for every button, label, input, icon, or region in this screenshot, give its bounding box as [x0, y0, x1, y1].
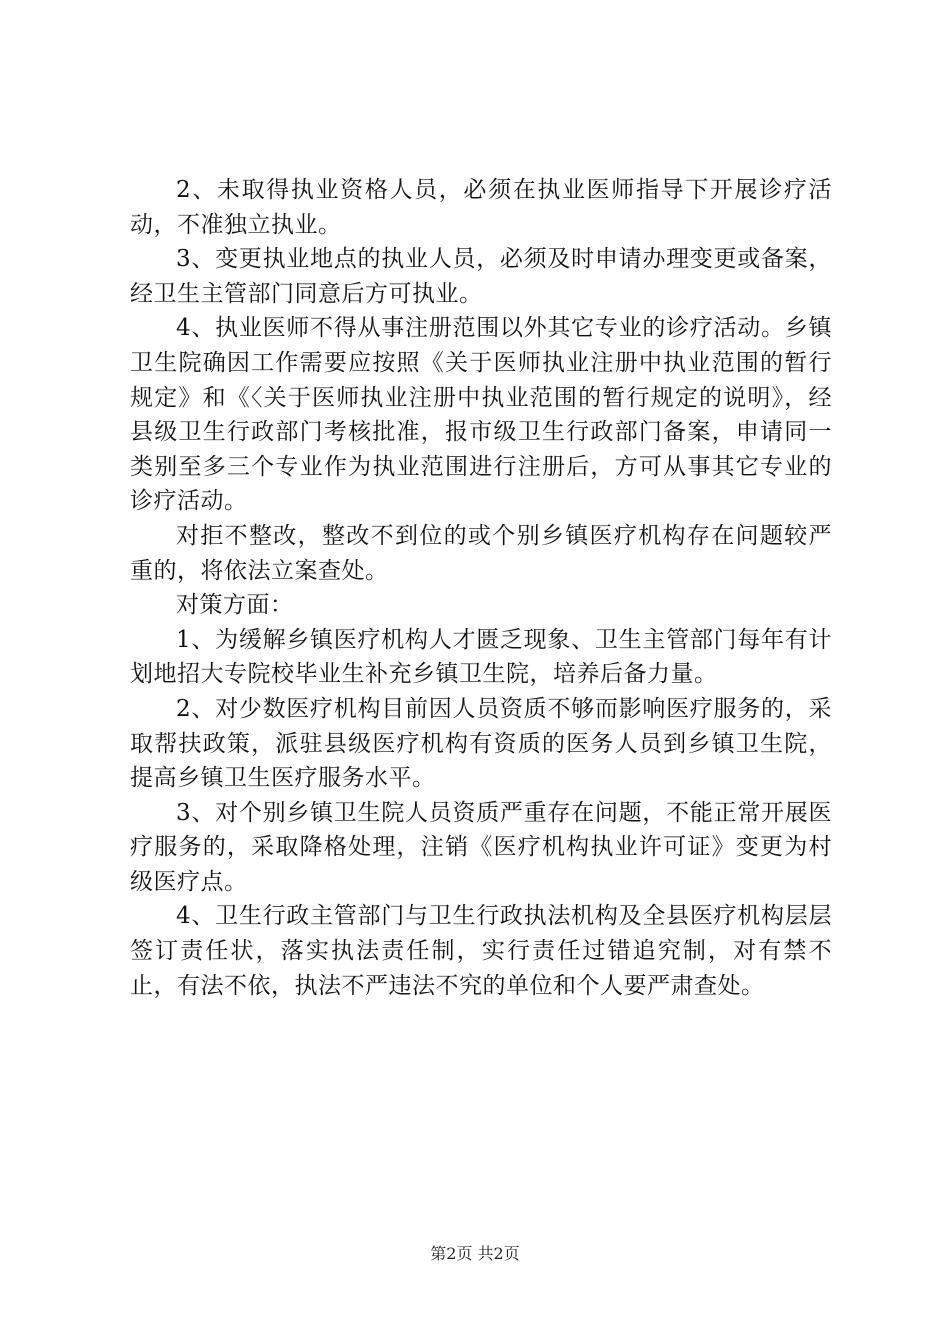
body-text	[130, 173, 832, 1003]
paragraph-measure-2: 2、对少数医疗机构目前因人员资质不够而影响医疗服务的，采取帮扶政策，派驻县级医疗机构有资质的医务人员到乡镇卫生院，提高乡镇卫生医疗服务水平。	[130, 695, 832, 792]
paragraph-measure-4: 4、卫生行政主管部门与卫生行政执法机构及全县医疗机构层层签订责任状，落实执法责任制，实行责任过错追究制，对有禁不止，有法不依，执法不严违法不究的单位和个人要严肃查处。	[130, 903, 832, 999]
paragraph-refuse-rectify: 对拒不整改，整改不到位的或个别乡镇医疗机构存在问题较严重的，将依法立案查处。	[130, 522, 832, 584]
paragraph-measure-3: 3、对个别乡镇卫生院人员资质严重存在问题，不能正常开展医疗服务的，采取降格处理，注销《医疗机构执业许可证》变更为村级医疗点。	[130, 799, 832, 895]
paragraph-countermeasures-heading: 对策方面：	[176, 592, 294, 619]
page-number: 第2页 共2页	[430, 1244, 520, 1263]
paragraph-scope-of-practice: 4、执业医师不得从事注册范围以外其它专业的诊疗活动。乡镇卫生院确因工作需要应按照《关于医师执业注册中执业范围的暂行规定》和《〈关于医师执业注册中执业范围的暂行规定的说明》，经县级卫生行政部门考核批准，报市级卫生行政部门备案，申请同一类别至多三个专业作为执业范围进行注册后，方可从事其它专业的诊疗活动。	[130, 315, 832, 515]
paragraph-change-location: 3、变更执业地点的执业人员，必须及时申请办理变更或备案，经卫生主管部门同意后方可执业。	[130, 246, 832, 307]
paragraph-measure-1: 1、为缓解乡镇医疗机构人才匮乏现象、卫生主管部门每年有计划地招大专院校毕业生补充乡镇卫生院，培养后备力量。	[130, 626, 832, 688]
page-footer	[0, 1243, 950, 1265]
paragraph-unlicensed-staff: 2、未取得执业资格人员，必须在执业医师指导下开展诊疗活动，不准独立执业。	[130, 177, 832, 238]
